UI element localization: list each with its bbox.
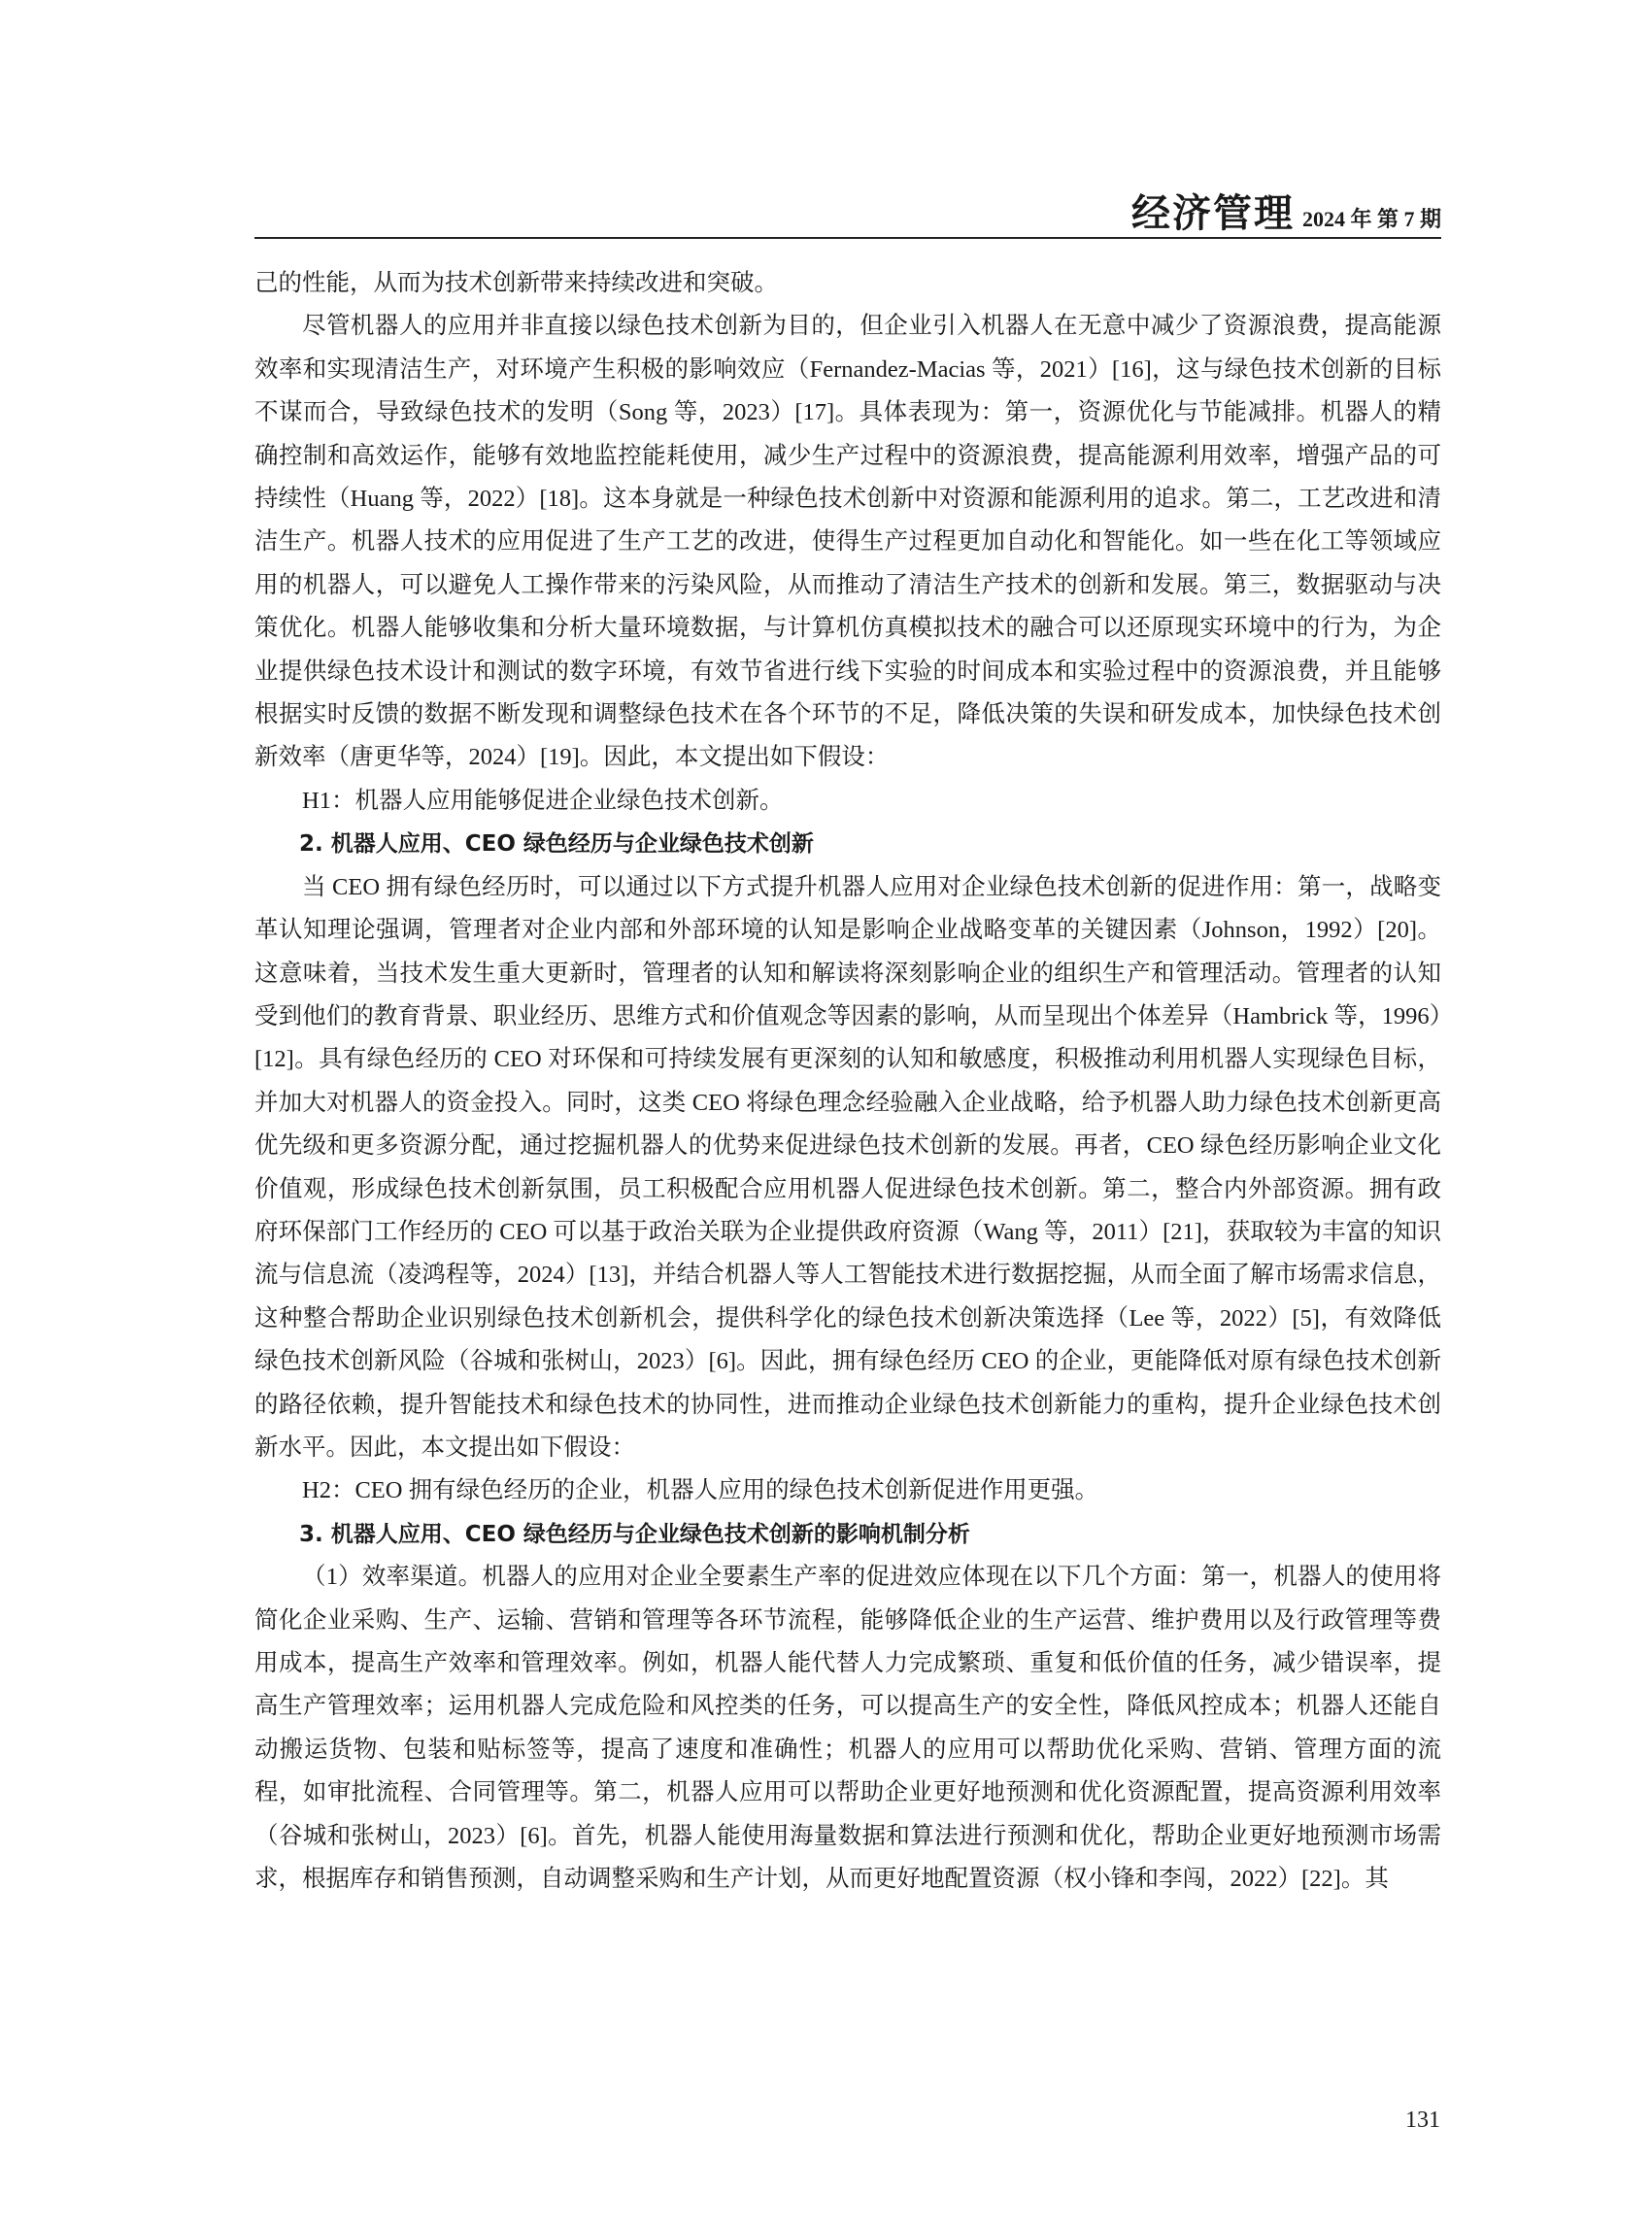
paragraph-robot-green-innovation: 尽管机器人的应用并非直接以绿色技术创新为目的，但企业引入机器人在无意中减少了资源浪费，提高能源效率和实现清洁生产，对环境产生积极的影响效应（Fernandez-Macias 等，2021）[16]，这与绿色技术创新的目标不谋而合，导致绿色技术的发明（Song 等，2023）[17]。具体表现为：第一，资源优化与节能减排。机器人的精确控制和高效运作，能够有效地监控能耗使用，减少生产过程中的资源浪费，提高能源利用效率，增强产品的可持续性（Huang 等，2022）[18]。这本身就是一种绿色技术创新中对资源和能源利用的追求。第二，工艺改进和清洁生产。机器人技术的应用促进了生产工艺的改进，使得生产过程更加自动化和智能化。如一些在化工等领域应用的机器人，可以避免人工操作带来的污染风险，从而推动了清洁生产技术的创新和发展。第三，数据驱动与决策优化。机器人能够收集和分析大量环境数据，与计算机仿真模拟技术的融合可以还原现实环境中的行为，为企业提供绿色技术设计和测试的数字环境，有效节省进行线下实验的时间成本和实验过程中的资源浪费，并且能够根据实时反馈的数据不断发现和调整绿色技术在各个环节的不足，降低决策的失误和研发成本，加快绿色技术创新效率（唐更华等，2024）[19]。因此，本文提出如下假设： [254,313,1441,771]
page-number: 131 [1405,2108,1440,2133]
paragraph-efficiency-channel: （1）效率渠道。机器人的应用对企业全要素生产率的促进效应体现在以下几个方面：第一，机器人的使用将简化企业采购、生产、运输、营销和管理等各环节流程，能够降低企业的生产运营、维护费用以及行政管理等费用成本，提高生产效率和管理效率。例如，机器人能代替人力完成繁琐、重复和低价值的任务，减少错误率，提高生产管理效率；运用机器人完成危险和风控类的任务，可以提高生产的安全性，降低风控成本；机器人还能自动搬运货物、包装和贴标签等，提高了速度和准确性；机器人的应用可以帮助优化采购、营销、管理方面的流程，如审批流程、合同管理等。第二，机器人应用可以帮助企业更好地预测和优化资源配置，提高资源利用效率（谷城和张树山，2023）[6]。首先，机器人能使用海量数据和算法进行预测和优化，帮助企业更好地预测市场需求，根据库存和销售预测，自动调整采购和生产计划，从而更好地配置资源（权小锋和李闯，2022）[22]。其 [254,1564,1441,1893]
paragraph-continuation: 己的性能，从而为技术创新带来持续改进和突破。 [254,270,778,296]
hypothesis-h1: H1：机器人应用能够促进企业绿色技术创新。 [302,787,784,814]
journal-header-line [1131,183,1441,238]
article-body [254,262,1441,1901]
section-heading-3: 3. 机器人应用、CEO 绿色经历与企业绿色技术创新的影响机制分析 [299,1521,970,1547]
paragraph-ceo-green-experience: 当 CEO 拥有绿色经历时，可以通过以下方式提升机器人应用对企业绿色技术创新的促进作用：第一，战略变革认知理论强调，管理者对企业内部和外部环境的认知是影响企业战略变革的关键因素（Johnson，1992）[20]。这意味着，当技术发生重大更新时，管理者的认知和解读将深刻影响企业的组织生产和管理活动。管理者的认知受到他们的教育背景、职业经历、思维方式和价值观念等因素的影响，从而呈现出个体差异（Hambrick 等，1996）[12]。具有绿色经历的 CEO 对环保和可持续发展有更深刻的认知和敏感度，积极推动利用机器人实现绿色目标，并加大对机器人的资金投入。同时，这类 CEO 将绿色理念经验融入企业战略，给予机器人助力绿色技术创新更高优先级和更多资源分配，通过挖掘机器人的优势来促进绿色技术创新的发展。再者，CEO 绿色经历影响企业文化价值观，形成绿色技术创新氛围，员工积极配合应用机器人促进绿色技术创新。第二，整合内外部资源。拥有政府环保部门工作经历的 CEO 可以基于政治关联为企业提供政府资源（Wang 等，2011）[21]，获取较为丰富的知识流与信息流（凌鸿程等，2024）[13]，并结合机器人等人工智能技术进行数据挖掘，从而全面了解市场需求信息，这种整合帮助企业识别绿色技术创新机会，提供科学化的绿色技术创新决策选择（Lee 等，2022）[5]，有效降低绿色技术创新风险（谷城和张树山，2023）[6]。因此，拥有绿色经历 CEO 的企业，更能降低对原有绿色技术创新的路径依赖，提升智能技术和绿色技术的协同性，进而推动企业绿色技术创新能力的重构，提升企业绿色技术创新水平。因此，本文提出如下假设： [254,873,1442,1461]
journal-issue: 2024 年 第 7 期 [1301,207,1441,231]
journal-header [254,183,1441,245]
section-heading-2: 2. 机器人应用、CEO 绿色经历与企业绿色技术创新 [299,831,814,858]
hypothesis-h2: H2：CEO 拥有绿色经历的企业，机器人应用的绿色技术创新促进作用更强。 [302,1477,1099,1504]
header-rule [254,237,1441,239]
journal-title: 经济管理 [1130,190,1295,236]
